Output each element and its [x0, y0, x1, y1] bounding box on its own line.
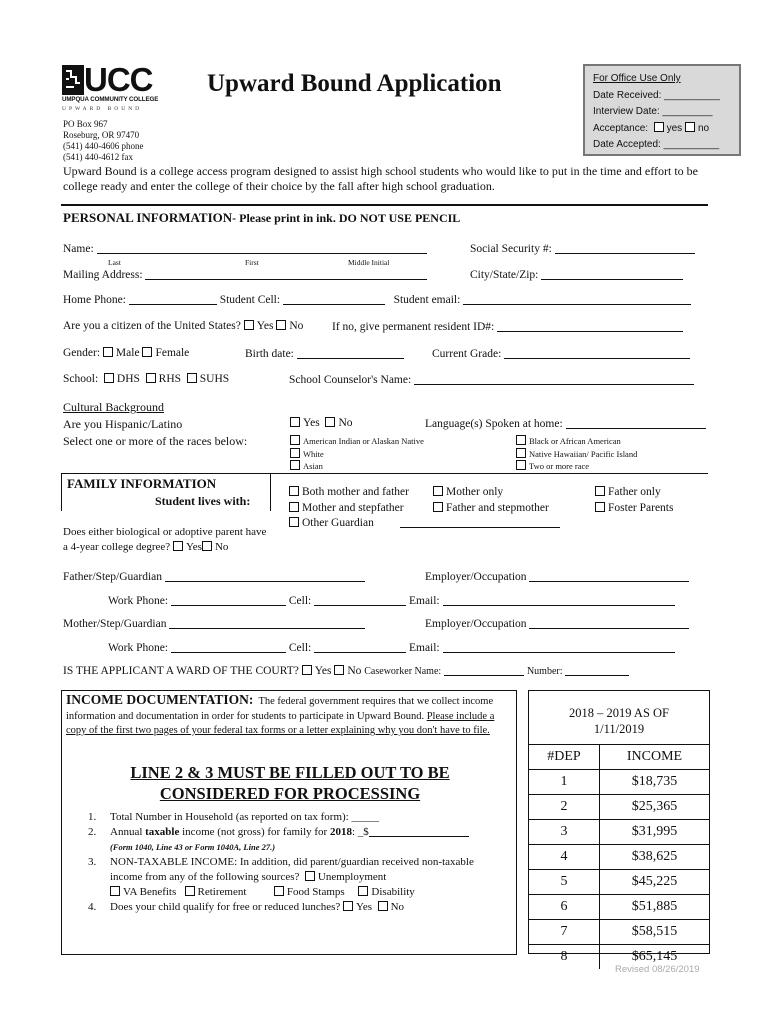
nontaxable-options: VA Benefits Retirement Food Stamps Disability: [88, 885, 508, 900]
mother-contact-row: Work Phone: Cell: Email:: [108, 641, 675, 654]
phone-row: Home Phone: Student Cell: Student email:: [63, 293, 691, 306]
ward-row: IS THE APPLICANT A WARD OF THE COURT? Yes No Caseworker Name: Number:: [63, 665, 629, 677]
name-input[interactable]: [97, 242, 427, 254]
ward-no-checkbox[interactable]: [334, 665, 344, 675]
lunch-item: Does your child qualify for free or reduced lunches? Yes No: [110, 901, 405, 913]
other-guardian-input[interactable]: [400, 516, 560, 528]
race-hawaiian-checkbox[interactable]: [516, 448, 526, 458]
other-guardian-checkbox[interactable]: [289, 517, 299, 527]
mailing-input[interactable]: [145, 268, 427, 280]
mother-row: Mother/Step/Guardian: [63, 617, 365, 630]
school-rhs-checkbox[interactable]: [146, 373, 156, 383]
city-input[interactable]: [541, 268, 683, 280]
mother-stepfather-checkbox[interactable]: [289, 502, 299, 512]
personal-heading: PERSONAL INFORMATION- Please print in ink. DO NOT USE PENCIL: [63, 210, 461, 225]
ssn-row: Social Security #:: [470, 242, 695, 255]
grade-input[interactable]: [504, 347, 690, 359]
races-label: Select one or more of the races below:: [63, 434, 248, 448]
father-only-checkbox[interactable]: [595, 486, 605, 496]
counselor-input[interactable]: [414, 373, 694, 385]
father-employer-input[interactable]: [529, 570, 689, 582]
school-row: School: DHS RHS SUHS: [63, 373, 230, 385]
taxable-item[interactable]: Annual taxable income (not gross) for family for 2018: _$: [110, 825, 469, 840]
male-checkbox[interactable]: [103, 347, 113, 357]
disability-checkbox[interactable]: [358, 886, 368, 896]
ssn-input[interactable]: [555, 242, 695, 254]
citizen-row: Are you a citizen of the United States? Yes No: [63, 320, 304, 332]
middle-label: Middle Initial: [348, 258, 390, 267]
father-cell-input[interactable]: [314, 594, 406, 606]
both-parents-checkbox[interactable]: [289, 486, 299, 496]
income-warning: LINE 2 & 3 MUST BE FILLED OUT TO BE CONSIDERED FOR PROCESSING: [130, 763, 450, 803]
counselor-row: School Counselor's Name:: [289, 373, 694, 386]
number-input[interactable]: [565, 666, 629, 676]
race-asian-checkbox[interactable]: [290, 460, 300, 470]
resident-row: If no, give permanent resident ID#:: [332, 320, 683, 333]
food-stamps-checkbox[interactable]: [274, 886, 284, 896]
income-table-header: #DEP INCOME: [529, 745, 709, 770]
table-row: 4 $38,625: [529, 845, 709, 870]
acceptance-yes-checkbox[interactable]: [654, 122, 664, 132]
father-employer-row: Employer/Occupation: [425, 570, 689, 583]
va-benefits-checkbox[interactable]: [110, 886, 120, 896]
mother-work-phone-input[interactable]: [171, 641, 286, 653]
logo-program: UPWARD BOUND: [62, 106, 143, 112]
address-line1: PO Box 967: [63, 119, 108, 129]
mother-only-checkbox[interactable]: [433, 486, 443, 496]
retirement-checkbox[interactable]: [185, 886, 195, 896]
email-input[interactable]: [463, 293, 691, 305]
race-two-or-more-checkbox[interactable]: [516, 460, 526, 470]
family-divider: [61, 473, 708, 474]
races-left: American Indian or Alaskan Native White Asian: [290, 435, 424, 473]
female-checkbox[interactable]: [142, 347, 152, 357]
father-contact-row: Work Phone: Cell: Email:: [108, 594, 675, 607]
name-row: Name:: [63, 242, 427, 255]
office-date-received[interactable]: Date Received: __________: [593, 89, 720, 101]
ward-yes-checkbox[interactable]: [302, 665, 312, 675]
income-table-title: 2018 – 2019 AS OF 1/11/2019: [529, 691, 709, 745]
divider: [61, 204, 708, 206]
intro-text: Upward Bound is a college access program designed to assist high school students who would like to put in the time and effort to be college ready and enter the college of their choice by the fall after high school graduation.: [63, 164, 698, 193]
hispanic-label: Are you Hispanic/Latino: [63, 417, 183, 431]
lunch-yes-checkbox[interactable]: [343, 901, 353, 911]
cultural-heading: Cultural Background: [63, 400, 164, 414]
gender-row: Gender: Male Female: [63, 347, 190, 359]
acceptance-no-checkbox[interactable]: [685, 122, 695, 132]
cell-input[interactable]: [283, 293, 385, 305]
nontaxable-item: NON-TAXABLE INCOME: In addition, did parent/guardian received non-taxable income from any of the following sources? Unemployment: [110, 856, 474, 883]
table-row: 8 $65,145: [529, 945, 709, 969]
office-acceptance: Acceptance: yes no: [593, 122, 710, 134]
first-label: First: [245, 258, 259, 267]
citizen-no-checkbox[interactable]: [276, 320, 286, 330]
unemployment-checkbox[interactable]: [305, 871, 315, 881]
resident-input[interactable]: [497, 320, 683, 332]
household-item[interactable]: Total Number in Household (as reported on tax form): _____: [110, 811, 379, 823]
income-text: INCOME DOCUMENTATION: The federal government requires that we collect income information and documentation in order for students to participate in Upward Bound. Please include a copy of the first two pages of your federal tax forms or a letter explaining why you don't have to file.: [66, 692, 495, 736]
lunch-no-checkbox[interactable]: [378, 901, 388, 911]
table-row: 6 $51,885: [529, 895, 709, 920]
income-table: [528, 690, 710, 964]
last-label: Last: [108, 258, 121, 267]
logo-college: UMPQUA COMMUNITY COLLEGE: [62, 96, 159, 103]
family-heading: FAMILY INFORMATION: [67, 476, 217, 491]
office-date-accepted[interactable]: Date Accepted: __________: [593, 139, 720, 150]
office-interview-date[interactable]: Interview Date: _________: [593, 106, 713, 117]
city-row: City/State/Zip:: [470, 268, 683, 281]
ucc-mark-icon: [62, 65, 84, 95]
lives-with-label: Student lives with:: [155, 494, 251, 508]
office-heading: For Office Use Only: [593, 73, 681, 84]
father-input[interactable]: [165, 570, 365, 582]
home-phone-input[interactable]: [129, 293, 217, 305]
page-title: Upward Bound Application: [207, 70, 502, 97]
race-american-indian-checkbox[interactable]: [290, 435, 300, 445]
school-suhs-checkbox[interactable]: [187, 373, 197, 383]
revised-date: Revised 08/26/2019: [615, 964, 700, 975]
race-black-checkbox[interactable]: [516, 435, 526, 445]
mother-email-input[interactable]: [443, 641, 675, 653]
family-col1: Both mother and father Mother and stepfather Other Guardian: [289, 485, 409, 532]
table-row: 7 $58,515: [529, 920, 709, 945]
ucc-logo: [62, 61, 162, 112]
degree-yes-checkbox[interactable]: [173, 541, 183, 551]
caseworker-input[interactable]: [444, 666, 524, 676]
father-stepmother-checkbox[interactable]: [433, 502, 443, 512]
hispanic-options: Yes No: [290, 417, 353, 429]
address-phone: (541) 440-4606 phone: [63, 141, 144, 151]
father-row: Father/Step/Guardian: [63, 570, 365, 583]
address-line2: Roseburg, OR 97470: [63, 130, 140, 140]
table-row: 1 $18,735: [529, 770, 709, 795]
degree-no-checkbox[interactable]: [202, 541, 212, 551]
family-col2: Mother only Father and stepmother: [433, 485, 549, 516]
mother-input[interactable]: [169, 617, 365, 629]
logo-text: UCC: [84, 61, 153, 98]
table-row: 3 $31,995: [529, 820, 709, 845]
mother-cell-input[interactable]: [314, 641, 406, 653]
family-col3: Father only Foster Parents: [595, 485, 673, 516]
income-items: 1. Total Number in Household (as reported on tax form): _____ 2. Annual taxable income (not gross) for family for 2018: _$ (Form 1040, Line 43 or Form 1040A, Line 27.) 3. NON-TAXABLE INCOME: In addition, did parent/guardian received non-taxable income from any of the following sources? Unemployment VA Benefits Retirement Food Stamps Disability 4. Does your child qualify for free or reduced lunches? Yes No: [88, 810, 508, 915]
degree-question: Does either biological or adoptive parent have a 4-year college degree? Yes No: [63, 526, 267, 553]
mailing-row: Mailing Address:: [63, 268, 427, 281]
table-row: 2 $25,365: [529, 795, 709, 820]
school-dhs-checkbox[interactable]: [104, 373, 114, 383]
birth-row: Birth date:: [245, 347, 404, 360]
races-right: Black or African American Native Hawaiian/ Pacific Island Two or more race: [516, 435, 637, 473]
address-fax: (541) 440-4612 fax: [63, 152, 133, 162]
hispanic-yes-checkbox[interactable]: [290, 417, 300, 427]
father-email-input[interactable]: [443, 594, 675, 606]
table-row: 5 $45,225: [529, 870, 709, 895]
tax-form-note: (Form 1040, Line 43 or Form 1040A, Line 27.): [110, 842, 276, 852]
citizen-yes-checkbox[interactable]: [244, 320, 254, 330]
language-input[interactable]: [566, 417, 706, 429]
office-use-box: [583, 64, 741, 156]
mother-employer-row: Employer/Occupation: [425, 617, 689, 630]
foster-parents-checkbox[interactable]: [595, 502, 605, 512]
language-row: Language(s) Spoken at home:: [425, 417, 706, 430]
hispanic-no-checkbox[interactable]: [325, 417, 335, 427]
mother-employer-input[interactable]: [529, 617, 689, 629]
grade-row: Current Grade:: [432, 347, 690, 360]
father-work-phone-input[interactable]: [171, 594, 286, 606]
race-white-checkbox[interactable]: [290, 448, 300, 458]
address-block: [63, 119, 144, 163]
birth-input[interactable]: [297, 347, 404, 359]
